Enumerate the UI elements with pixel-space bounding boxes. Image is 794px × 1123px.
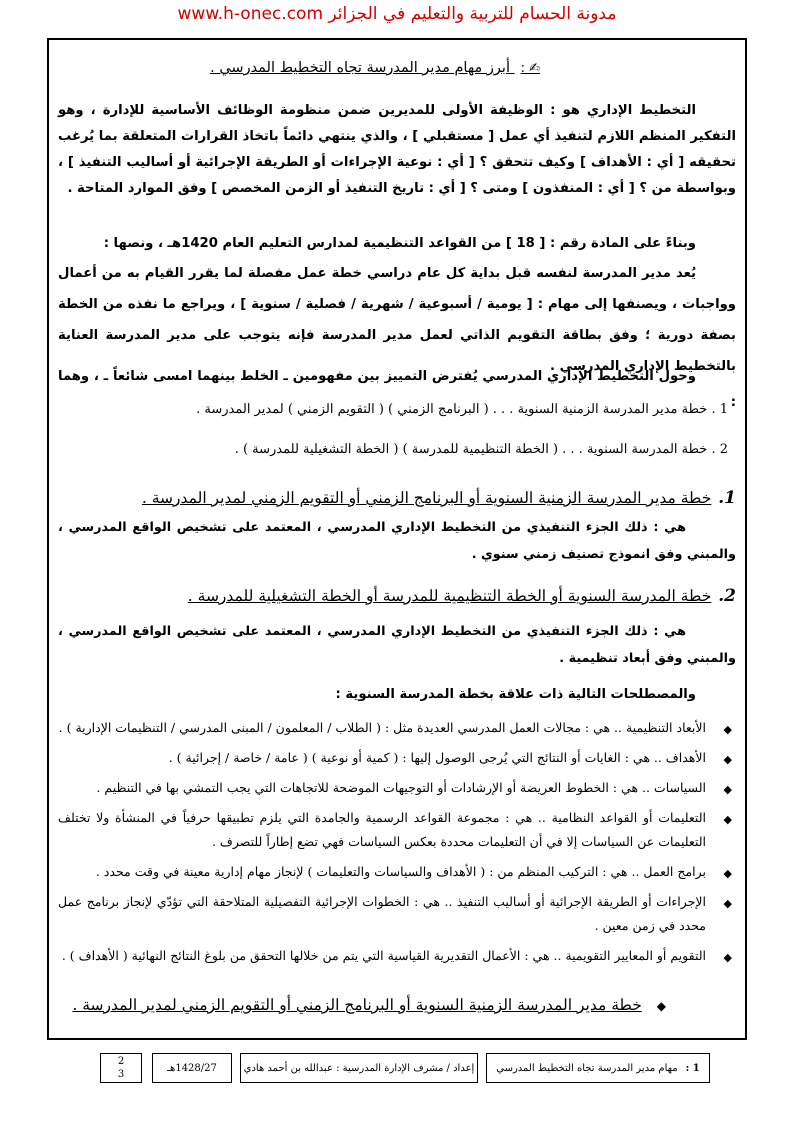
numbered-item-2: 2 . خطة المدرسة السنوية . . . ( الخطة التنظيمية للمدرسة ) ( الخطة التشغيلية للمدرسة ) . [234, 442, 728, 457]
pen-hand-icon: ✍ : [520, 61, 540, 76]
term-text: السياسات .. هي : الخطوط العريضة أو الإرشادات أو التوجيهات الموضحة للاتجاهات التي يجب التمشي بها في التنظيم . [96, 780, 706, 795]
section-2-heading [58, 586, 736, 606]
footer-title-box [486, 1053, 710, 1083]
bullet-icon: ◆ [723, 897, 732, 910]
term-text: التقويم أو المعايير التقويمية .. هي : الأعمال التقديرية القياسية التي يتم من خلالها التحقق من بلوغ النتائج النهائية ( الأهداف ) . [61, 948, 706, 963]
intro-paragraph: التخطيط الإداري هو : الوظيفة الأولى للمديرين ضمن منظومة الوظائف الأساسية للإدارة ، وهو التفكير المنظم اللازم لتنفيذ أي عمل [ مستقبلي ] ، والذي ينتهي دائماً باتخاذ القرارات المتعلقة بما يُرغب تحقيقه [ أي : الأهداف ] وكيف تتحقق ؟ [ أي : نوعية الإجراءات أو الطريقة الإجرائية أو أساليب التنفيذ ] ، وبواسطة من ؟ [ أي : المنفذون ] ومتى ؟ [ أي : تاريخ التنفيذ أو الزمن المخصص ] وفق الموارد المتاحة . [58, 103, 736, 196]
section-2-body: هي : ذلك الجزء التنفيذي من التخطيط الإداري المدرسي ، المعتمد على تشخيص الواقع المدرسي ، والمبني وفق أبعاد تنظيمية . [58, 624, 736, 666]
list-item [58, 746, 736, 770]
footer-doc-title: مهام مدير المدرسة تجاه التخطيط المدرسي [496, 1062, 678, 1074]
bullet-icon: ◆ [723, 813, 732, 826]
section-1-heading [58, 488, 736, 508]
footer-prepared-by: إعداد / مشرف الإدارة المدرسية : عبدالله بن أحمد هادي [243, 1062, 475, 1074]
diamond-bullet-icon: ◆ [656, 999, 666, 1013]
terms-heading: والمصطلحات التالية ذات علاقة بخطة المدرسة السنوية : [335, 687, 696, 702]
term-text: الأبعاد التنظيمية .. هي : مجالات العمل المدرسي العديدة مثل : ( الطلاب / المعلمون / المبنى المدرسي / التنظيمات الإدارية ) . [58, 720, 706, 735]
main-title [210, 60, 540, 76]
list-item [58, 806, 736, 854]
terms-list [58, 716, 736, 974]
bullet-icon: ◆ [723, 867, 732, 880]
section-1-body: هي : ذلك الجزء التنفيذي من التخطيط الإداري المدرسي ، المعتمد على تشخيص الواقع المدرسي ، والمبني وفق انموذج تصنيف زمني سنوي . [58, 520, 736, 562]
bullet-icon: ◆ [723, 723, 732, 736]
article-quote: يُعد مدير المدرسة لنفسه قبل بداية كل عام دراسي خطة عمل مفصلة لما يقرر القيام به من أعمال وواجبات ، ويصنفها إلى مهام : [ يومية / أسبوعية / شهرية / فصلية / سنوية ] ، ويراجع ما نفذه من الخطة بصفة دورية ؛ وفق بطاقة التقويم الذاتي لعمل مدير المدرسة فإنه يتوجب على مدير المدرسة العناية بالتخطيط الإداري المدرسي . [58, 266, 736, 374]
footer-pages-box [100, 1053, 142, 1083]
footer-prepared-box [240, 1053, 478, 1083]
list-item [58, 860, 736, 884]
bullet-icon: ◆ [723, 753, 732, 766]
footer-pages-bottom: 3 [117, 1069, 125, 1080]
term-text: برامج العمل .. هي : التركيب المنظم من : ( الأهداف والسياسات والتعليمات ) لإنجاز مهام إدارية معينة في وقت محدد . [95, 864, 706, 879]
section-1-number: 1. [718, 488, 736, 508]
footer-pages-top: 2 [117, 1056, 125, 1067]
footer-date-box [152, 1053, 232, 1083]
term-text: التعليمات أو القواعد النظامية .. هي : مجموعة القواعد الرسمية والجامدة التي يلزم تطبيقها حرفياً في المنشأة ولا تختلف التعليمات عن السياسات إلا في أن التعليمات محددة بعكس السياسات فهي تضع إطاراً للتصرف . [58, 810, 706, 849]
bullet-icon: ◆ [723, 783, 732, 796]
footer-date: 1428/27هـ [167, 1062, 217, 1074]
final-heading [72, 996, 666, 1014]
bullet-icon: ◆ [723, 951, 732, 964]
distinction-paragraph: وحول التخطيط الإداري المدرسي يُفترض التمييز بين مفهومين ـ الخلط بينهما امسى شائعاً ـ ، وهما : [58, 369, 736, 410]
list-item [58, 944, 736, 968]
section-1-title: خطة مدير المدرسة الزمنية السنوية أو البرنامج الزمني أو التقويم الزمني لمدير المدرسة . [141, 489, 712, 507]
list-item [58, 716, 736, 740]
article-line: وبناءً على المادة رقم : [ 18 ] من القواعد التنظيمية لمدارس التعليم العام 1420هـ ، ونصها : [103, 236, 696, 251]
final-heading-text: خطة مدير المدرسة الزمنية السنوية أو البرنامج الزمني أو التقويم الزمني لمدير المدرسة . [72, 996, 642, 1014]
numbered-item-1: 1 . خطة مدير المدرسة الزمنية السنوية . . . ( البرنامج الزمني ) ( التقويم الزمني ) لمدير المدرسة . [196, 402, 728, 417]
page-footer [100, 1053, 710, 1085]
term-text: الإجراءات أو الطريقة الإجرائية أو أساليب التنفيذ .. هي : الخطوات الإجرائية التفصيلية المتلاحقة التي تؤدّي لإنجاز برنامج عمل محدد في زمن معين . [58, 894, 707, 933]
section-2-title: خطة المدرسة السنوية أو الخطة التنظيمية للمدرسة أو الخطة التشغيلية للمدرسة . [187, 587, 712, 605]
list-item [58, 776, 736, 800]
site-header[interactable]: مدونة الحسام للتربية والتعليم في الجزائر www.h-onec.com [177, 4, 617, 24]
main-title-text: أبرز مهام مدير المدرسة تجاه التخطيط المدرسي . [210, 60, 510, 76]
section-2-number: 2. [718, 586, 736, 606]
footer-page-number: 1 : [685, 1062, 700, 1074]
list-item [58, 890, 736, 938]
term-text: الأهداف .. هي : الغايات أو النتائج التي يُرجى الوصول إليها : ( كمية أو نوعية ) ( عامة / خاصة / إجرائية ) . [168, 750, 706, 765]
